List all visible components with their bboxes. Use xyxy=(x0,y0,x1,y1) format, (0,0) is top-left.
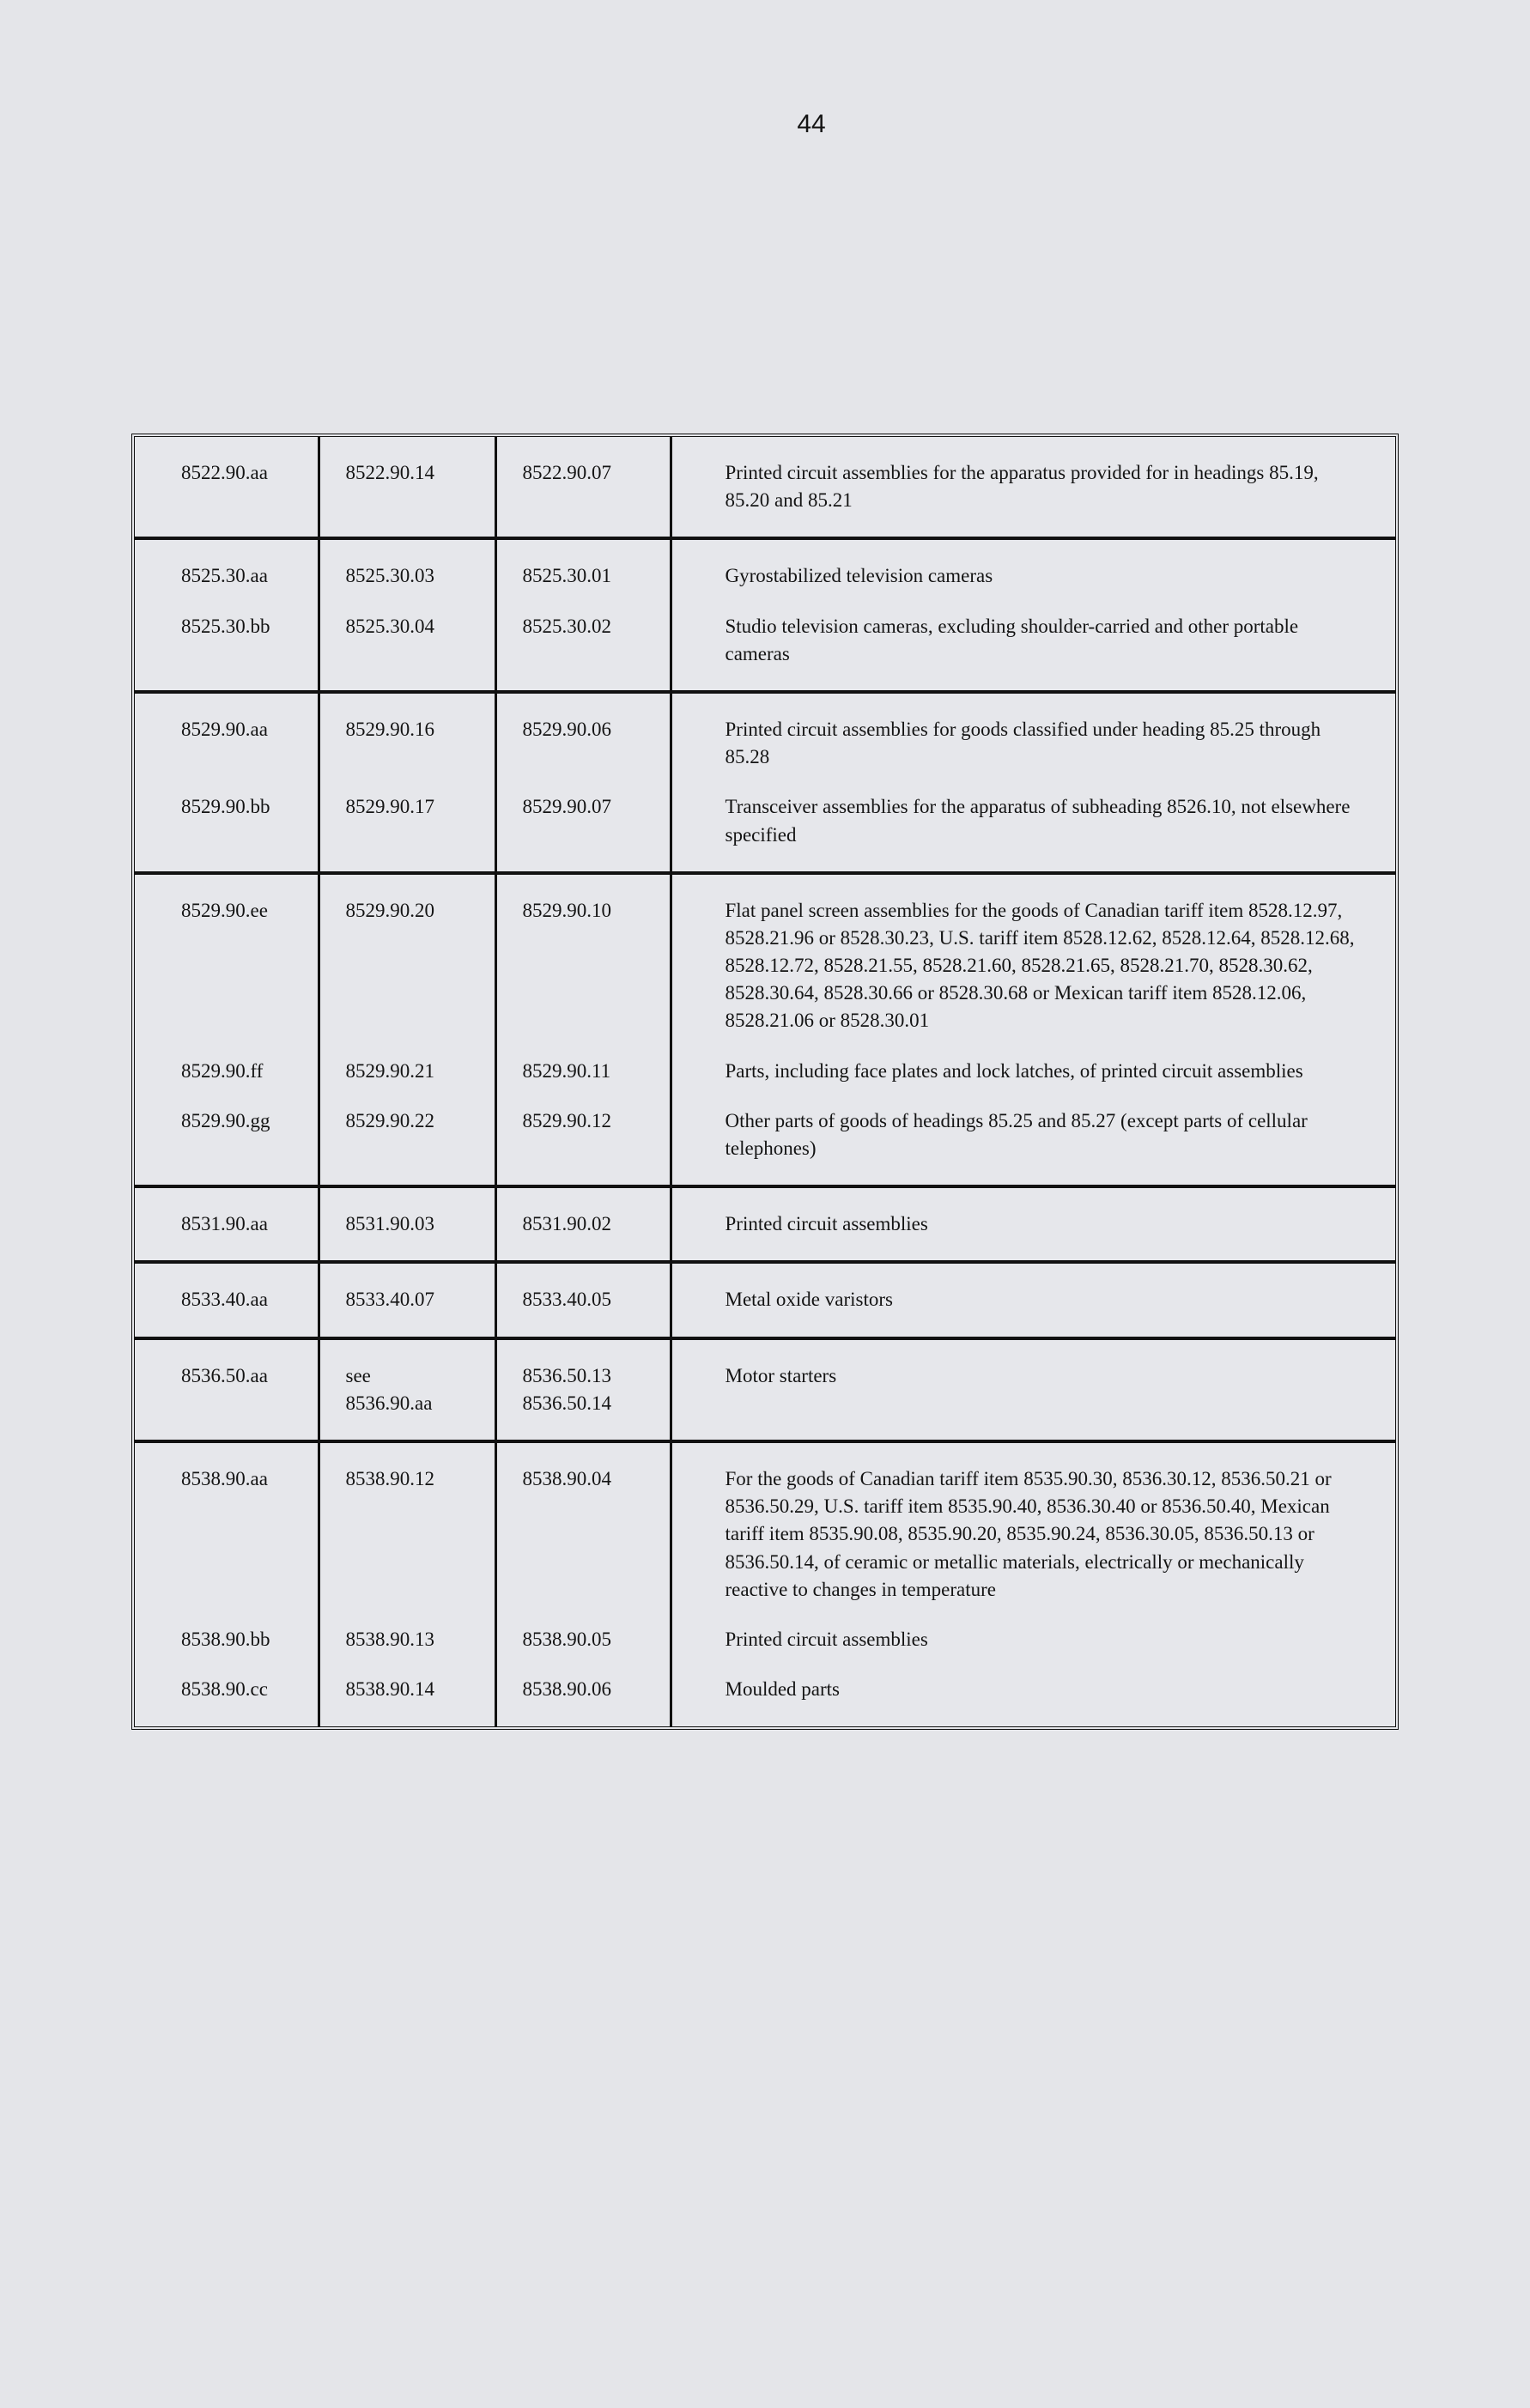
description-cell xyxy=(671,1338,1395,1441)
description-text: Studio television cameras, excluding shoulder-carried and other portable cameras xyxy=(725,615,1299,664)
tariff-code: 8538.90.14 xyxy=(345,1678,434,1701)
description-text: Printed circuit assemblies for goods classified under heading 85.25 through 85.28 xyxy=(725,718,1321,768)
tariff-code: 8525.30.02 xyxy=(522,615,611,637)
description-cell xyxy=(671,1441,1395,1726)
hs-code-cell xyxy=(135,1262,319,1337)
tariff-code: 8533.40.aa xyxy=(181,1289,268,1311)
tariff-code: 8531.90.02 xyxy=(522,1213,611,1235)
tariff-code: 8529.90.20 xyxy=(345,899,434,921)
tariff-code: 8525.30.aa xyxy=(181,565,268,587)
tariff-code: 8529.90.11 xyxy=(522,1059,611,1082)
tariff-code: 8522.90.07 xyxy=(522,462,611,483)
tariff-code: 8536.50.aa xyxy=(181,1364,268,1386)
tariff-code: 8538.90.06 xyxy=(522,1678,611,1701)
tariff-code: see 8536.90.aa xyxy=(345,1364,433,1414)
description-text: Printed circuit assemblies xyxy=(725,1213,928,1235)
code-cell-2 xyxy=(319,1441,495,1726)
description-cell xyxy=(671,1186,1395,1262)
tariff-code: 8529.90.21 xyxy=(345,1059,434,1082)
tariff-code: 8529.90.12 xyxy=(522,1110,611,1132)
tariff-code: 8529.90.10 xyxy=(522,899,611,921)
hs-code-cell xyxy=(135,538,319,692)
code-cell-3 xyxy=(495,692,671,873)
code-cell-2 xyxy=(319,538,495,692)
tariff-code: 8529.90.06 xyxy=(522,718,611,740)
code-cell-3 xyxy=(495,1186,671,1262)
description-text: Printed circuit assemblies xyxy=(725,1628,928,1650)
table-row xyxy=(135,1338,1395,1441)
tariff-code: 8529.90.bb xyxy=(181,796,270,818)
code-cell-3 xyxy=(495,1338,671,1441)
table-row xyxy=(135,437,1395,538)
tariff-code: 8525.30.01 xyxy=(522,565,611,587)
table-row xyxy=(135,1186,1395,1262)
tariff-code: 8533.40.05 xyxy=(522,1289,611,1311)
tariff-code: 8538.90.04 xyxy=(522,1467,611,1489)
code-cell-2 xyxy=(319,437,495,538)
hs-code-cell xyxy=(135,873,319,1187)
tariff-code: 8525.30.04 xyxy=(345,615,434,637)
description-text: Metal oxide varistors xyxy=(725,1289,893,1311)
hs-code-cell xyxy=(135,1338,319,1441)
tariff-code: 8522.90.aa xyxy=(181,462,268,483)
code-cell-2 xyxy=(319,873,495,1187)
table-row xyxy=(135,1262,1395,1337)
tariff-code: 8538.90.12 xyxy=(345,1467,434,1489)
description-text: Other parts of goods of headings 85.25 and 85.27 (except parts of cellular telephones) xyxy=(725,1109,1308,1159)
tariff-code: 8522.90.14 xyxy=(345,462,434,483)
tariff-code: 8529.90.gg xyxy=(181,1110,270,1132)
code-cell-2 xyxy=(319,1262,495,1337)
code-cell-3 xyxy=(495,538,671,692)
hs-code-cell xyxy=(135,437,319,538)
tariff-code: 8525.30.bb xyxy=(181,615,270,637)
tariff-code: 8529.90.ee xyxy=(181,899,268,921)
tariff-code: 8538.90.05 xyxy=(522,1629,611,1651)
tariff-code: 8525.30.03 xyxy=(345,565,434,587)
tariff-code: 8529.90.17 xyxy=(345,796,434,818)
description-text: Motor starters xyxy=(725,1364,837,1386)
description-text: Gyrostabilized television cameras xyxy=(725,565,993,587)
table-row xyxy=(135,873,1395,1187)
tariff-table-body xyxy=(135,437,1395,1726)
hs-code-cell xyxy=(135,692,319,873)
description-text: Flat panel screen assemblies for the goods of Canadian tariff item 8528.12.97, 8528.21.96 or 8528.30.23, U.S. tariff item 8528.12.62, 8528.12.64, 8528.12.68, 8528.12.72, 8528.21.55, 8528.21.60, 8528.21.65, 8528.21.70, 8528.30.62, 8528.30.64, 8528.30.66 or 8528.30.68 or Mexican tariff item 8528.12.06, 8528.21.06 or 8528.30.01 xyxy=(725,899,1355,1032)
description-cell xyxy=(671,1262,1395,1337)
tariff-table xyxy=(131,434,1399,1730)
code-cell-2 xyxy=(319,1186,495,1262)
description-text: For the goods of Canadian tariff item 8535.90.30, 8536.30.12, 8536.50.21 or 8536.50.29, U.S. tariff item 8535.90.40, 8536.30.40 or 8536.50.40, Mexican tariff item 8535.90.08, 8535.90.20, 8535.90.24, 8536.30.05, 8536.50.13 or 8536.50.14, of ceramic or metallic materials, electrically or mechanically reactive to changes in temperature xyxy=(725,1467,1332,1600)
tariff-code: 8531.90.aa xyxy=(181,1213,268,1235)
tariff-code: 8529.90.16 xyxy=(345,718,434,740)
tariff-code: 8529.90.aa xyxy=(181,718,268,740)
hs-code-cell xyxy=(135,1186,319,1262)
table-row xyxy=(135,538,1395,692)
tariff-code: 8529.90.07 xyxy=(522,796,611,818)
code-cell-3 xyxy=(495,873,671,1187)
tariff-code: 8538.90.cc xyxy=(181,1678,268,1701)
tariff-code: 8536.50.13 8536.50.14 xyxy=(522,1364,611,1414)
table-row xyxy=(135,692,1395,873)
description-text: Parts, including face plates and lock latches, of printed circuit assemblies xyxy=(725,1059,1303,1082)
tariff-code: 8538.90.13 xyxy=(345,1629,434,1651)
tariff-code: 8538.90.bb xyxy=(181,1629,270,1651)
description-text: Moulded parts xyxy=(725,1678,841,1701)
code-cell-3 xyxy=(495,437,671,538)
tariff-code: 8529.90.ff xyxy=(181,1059,264,1082)
code-cell-2 xyxy=(319,1338,495,1441)
description-cell xyxy=(671,538,1395,692)
code-cell-2 xyxy=(319,692,495,873)
table-row xyxy=(135,1441,1395,1726)
hs-code-cell xyxy=(135,1441,319,1726)
description-cell xyxy=(671,692,1395,873)
description-cell xyxy=(671,437,1395,538)
code-cell-3 xyxy=(495,1262,671,1337)
code-cell-3 xyxy=(495,1441,671,1726)
tariff-code: 8533.40.07 xyxy=(345,1289,434,1311)
description-cell xyxy=(671,873,1395,1187)
tariff-code: 8538.90.aa xyxy=(181,1467,268,1489)
description-text: Transceiver assemblies for the apparatus of subheading 8526.10, not elsewhere specified xyxy=(725,796,1351,846)
description-text: Printed circuit assemblies for the apparatus provided for in headings 85.19, 85.20 and 85.21 xyxy=(725,462,1319,512)
tariff-code: 8529.90.22 xyxy=(345,1110,434,1132)
page-number: 44 xyxy=(797,110,826,138)
tariff-code: 8531.90.03 xyxy=(345,1213,434,1235)
